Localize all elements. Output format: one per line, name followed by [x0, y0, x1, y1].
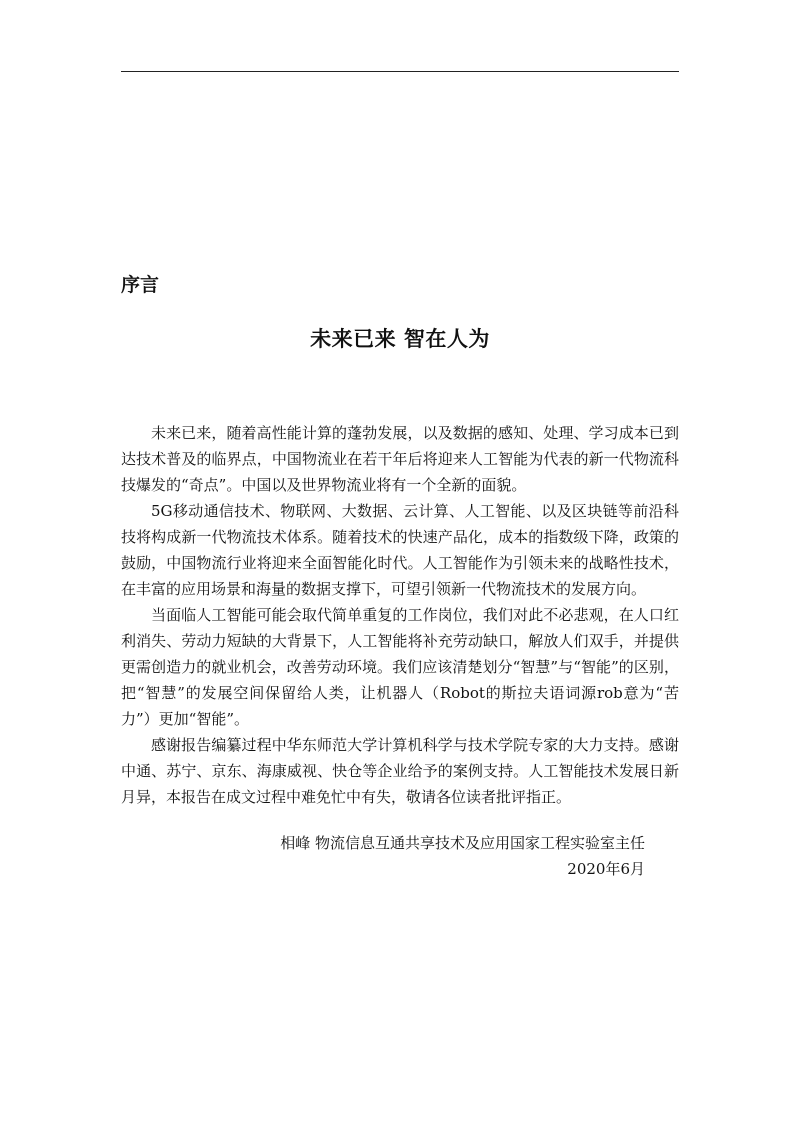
page-title: 未来已来 智在人为 [310, 327, 490, 351]
preface-body [121, 420, 679, 810]
signature-block [121, 830, 645, 882]
header-rule [121, 71, 679, 72]
paragraph: 5G移动通信技术、物联网、大数据、云计算、人工智能、以及区块链等前沿科技将构成新一代物流技术体系。随着技术的快速产品化，成本的指数级下降，政策的鼓励，中国物流行业将迎来全面智能化时代。人工智能作为引领未来的战略性技术，在丰富的应用场景和海量的数据支撑下，可望引领新一代物流技术的发展方向。 [121, 502, 679, 598]
signature-date: 2020年6月 [567, 860, 645, 878]
author-line: 相峰 物流信息互通共享技术及应用国家工程实验室主任 [280, 834, 645, 852]
paragraph: 感谢报告编纂过程中华东师范大学计算机科学与技术学院专家的大力支持。感谢中通、苏宁、京东、海康威视、快仓等企业给予的案例支持。人工智能技术发展日新月异，本报告在成文过程中难免忙中有失，敬请各位读者批评指正。 [121, 736, 679, 806]
section-label: 序言 [121, 274, 160, 296]
paragraph: 未来已来，随着高性能计算的蓬勃发展，以及数据的感知、处理、学习成本已到达技术普及的临界点，中国物流业在若干年后将迎来人工智能为代表的新一代物流科技爆发的“奇点”。中国以及世界物流业将有一个全新的面貌。 [121, 424, 679, 494]
paragraph: 当面临人工智能可能会取代简单重复的工作岗位，我们对此不必悲观，在人口红利消失、劳动力短缺的大背景下，人工智能将补充劳动缺口，解放人们双手，并提供更需创造力的就业机会，改善劳动环境。我们应该清楚划分“智慧”与“智能”的区别，把“智慧”的发展空间保留给人类，让机器人（Robot的斯拉夫语词源rob意为“苦力”）更加“智能”。 [121, 606, 679, 728]
